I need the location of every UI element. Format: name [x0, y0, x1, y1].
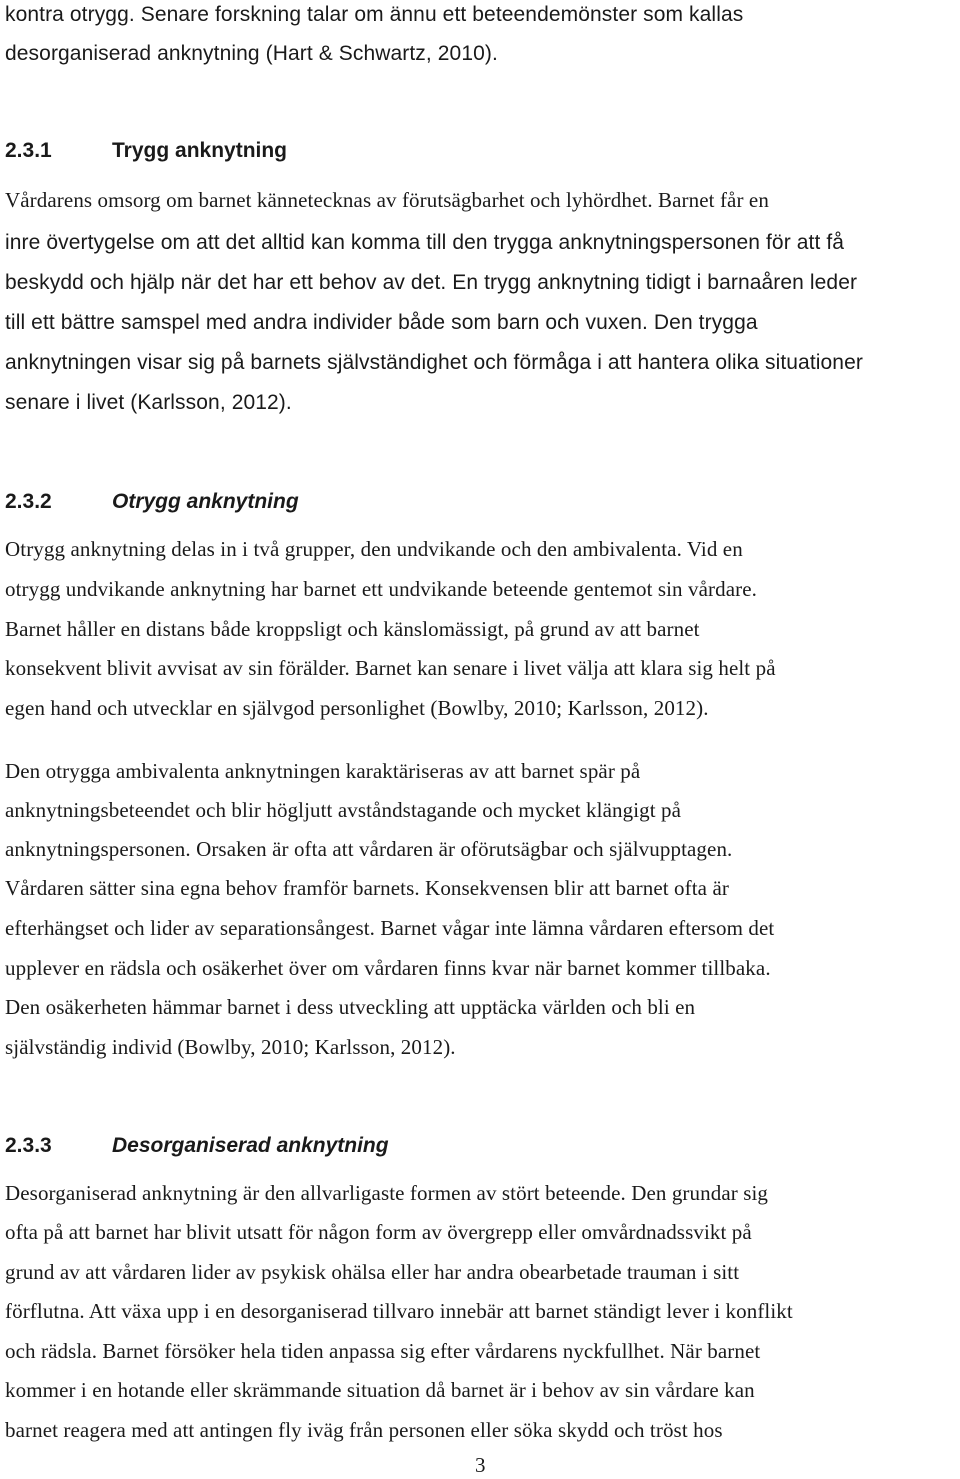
- section-number: 2.3.2: [5, 490, 52, 513]
- section-title: Desorganiserad anknytning: [112, 1134, 389, 1157]
- intro-line: desorganiserad anknytning (Hart & Schwartz, 2010).: [5, 42, 498, 65]
- section-heading: [5, 488, 299, 516]
- section-number: 2.3.3: [5, 1134, 52, 1157]
- paragraph-line: Den otrygga ambivalenta anknytningen karaktäriseras av att barnet spär på: [5, 759, 641, 783]
- paragraph-line: förflutna. Att växa upp i en desorganiserad tillvaro innebär att barnet ständigt lever i konflikt: [5, 1299, 793, 1323]
- paragraph-line: självständig individ (Bowlby, 2010; Karlsson, 2012).: [5, 1035, 456, 1059]
- paragraph-line: egen hand och utvecklar en självgod personlighet (Bowlby, 2010; Karlsson, 2012).: [5, 696, 709, 720]
- paragraph-line: anknytningspersonen. Orsaken är ofta att vårdaren är oförutsägbar och självupptagen.: [5, 837, 733, 861]
- paragraph-line: otrygg undvikande anknytning har barnet ett undvikande beteende gentemot sin vårdare.: [5, 577, 758, 601]
- intro-line: kontra otrygg. Senare forskning talar om ännu ett beteendemönster som kallas: [5, 3, 744, 26]
- paragraph-line: grund av att vårdaren lider av psykisk ohälsa eller har andra obearbetade trauman i sitt: [5, 1260, 740, 1284]
- paragraph-line: senare i livet (Karlsson, 2012).: [5, 391, 292, 414]
- paragraph-line: Otrygg anknytning delas in i två grupper, den undvikande och den ambivalenta. Vid en: [5, 537, 743, 561]
- paragraph-line: Vårdarens omsorg om barnet kännetecknas av förutsägbarhet och lyhördhet. Barnet får en: [5, 188, 769, 212]
- section-heading: [5, 137, 287, 165]
- paragraph-line: konsekvent blivit avvisat av sin förälder. Barnet kan senare i livet välja att klara sig helt på: [5, 656, 776, 680]
- paragraph-line: upplever en rädsla och osäkerhet över om vårdaren finns kvar när barnet kommer tillbaka.: [5, 956, 771, 980]
- section-title: Otrygg anknytning: [112, 490, 299, 513]
- paragraph-line: efterhängset och lider av separationsångest. Barnet vågar inte lämna vårdaren eftersom det: [5, 916, 775, 940]
- paragraph-line: Den osäkerheten hämmar barnet i dess utveckling att upptäcka världen och bli en: [5, 995, 696, 1019]
- paragraph-line: kommer i en hotande eller skrämmande situation då barnet är i behov av sin vårdare kan: [5, 1378, 755, 1402]
- paragraph-line: inre övertygelse om att det alltid kan komma till den trygga anknytningspersonen för att få: [5, 231, 845, 254]
- paragraph-line: Vårdaren sätter sina egna behov framför barnets. Konsekvensen blir att barnet ofta är: [5, 876, 729, 900]
- section-number: 2.3.1: [5, 139, 52, 162]
- paragraph-line: och rädsla. Barnet försöker hela tiden anpassa sig efter vårdarens nyckfullhet. När barnet: [5, 1339, 761, 1363]
- paragraph-line: beskydd och hjälp när det har ett behov av det. En trygg anknytning tidigt i barnaåren leder: [5, 271, 858, 294]
- paragraph-line: anknytningen visar sig på barnets självständighet och förmåga i att hantera olika situationer: [5, 351, 863, 374]
- paragraph-line: anknytningsbeteendet och blir högljutt avståndstagande och mycket klängigt på: [5, 798, 682, 822]
- paragraph-line: till ett bättre samspel med andra individer både som barn och vuxen. Den trygga: [5, 311, 758, 334]
- paragraph-line: ofta på att barnet har blivit utsatt för någon form av övergrepp eller omvårdnadssvikt på: [5, 1220, 752, 1244]
- paragraph-line: barnet reagera med att antingen fly iväg från personen eller söka skydd och tröst hos: [5, 1418, 723, 1442]
- section-heading: [5, 1132, 389, 1160]
- paragraph-line: Desorganiserad anknytning är den allvarligaste formen av stört beteende. Den grundar sig: [5, 1181, 768, 1205]
- page-number: 3: [475, 1453, 486, 1477]
- paragraph-line: Barnet håller en distans både kroppsligt och känslomässigt, på grund av att barnet: [5, 617, 700, 641]
- section-title: Trygg anknytning: [112, 139, 288, 162]
